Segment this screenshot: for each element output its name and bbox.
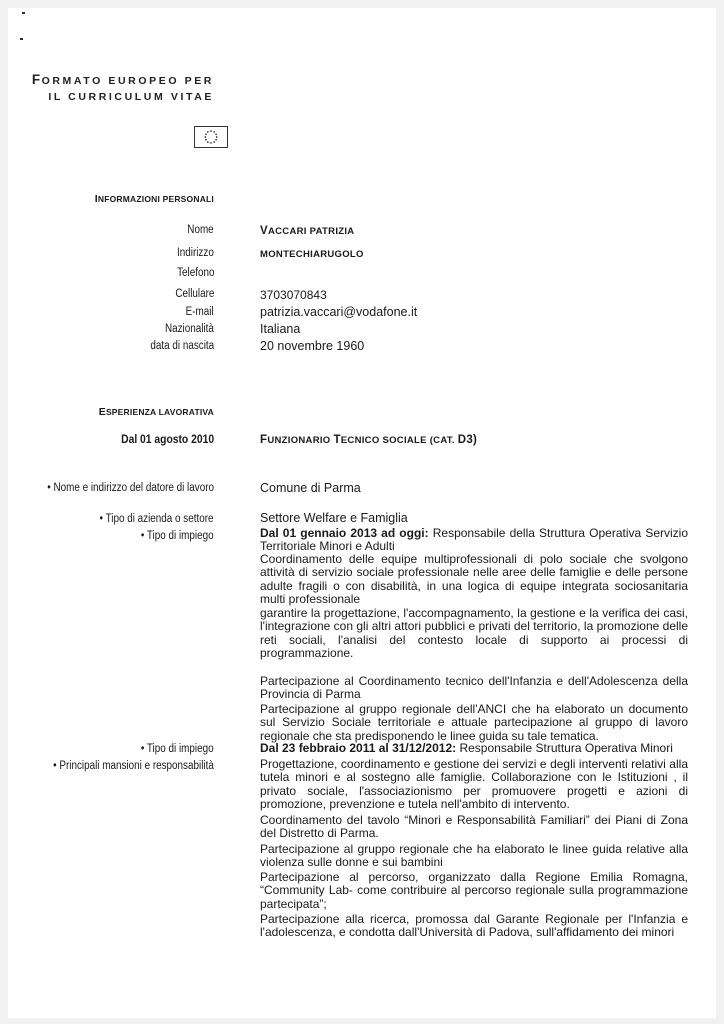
cv-header-line-1: FORMATO EUROPEO PER	[31, 72, 214, 87]
field-value-name: VACCARI PATRIZIA	[260, 225, 355, 237]
personal-section-title: INFORMAZIONI PERSONALI	[94, 193, 214, 205]
personal-section-title-text: NFORMAZIONI PERSONALI	[97, 194, 214, 204]
job2-paragraph: Partecipazione al percorso, organizzato dalla Regione Emilia Romagna, “Community Lab- come contribuire al percorso regionale sulla programmazione partecipata”;	[260, 870, 688, 911]
label-duties: • Principali mansioni e responsabilità	[53, 760, 214, 772]
experience-date-label: Dal 01 agosto 2010	[121, 432, 214, 446]
job2-title: Responsabile Struttura Operativa Minori	[456, 741, 673, 755]
document-page	[8, 8, 716, 1018]
scan-mark	[20, 38, 23, 40]
label-job-type-2: • Tipo di impiego	[141, 743, 214, 755]
field-value-birthdate: 20 novembre 1960	[260, 339, 365, 353]
field-label-address: Indirizzo	[177, 247, 214, 259]
experience-role-text-b: ECNICO SOCIALE (CAT.	[340, 435, 458, 446]
job2-paragraph: Partecipazione al gruppo regionale che ha elaborato le linee guida relative alla violenza sulle donne e sui bambini	[260, 842, 688, 870]
label-sector: • Tipo di azienda o settore	[100, 513, 214, 525]
job1-paragraph: garantire la progettazione, l'accompagnamento, la gestione e la verifica dei casi, l'integrazione con gli altri attori pubblici e privati del territorio, la promozione delle reti sociali, l'analisi del contesto locale di supporto ai processi di programmazione.	[260, 606, 688, 661]
job1-paragraph: Partecipazione al Coordinamento tecnico dell'Infanzia e dell'Adolescenza della Provincia di Parma	[260, 674, 688, 702]
field-value-nationality: Italiana	[260, 322, 301, 336]
field-label-birthdate: data di nascita	[150, 340, 214, 352]
job1-paragraph: Coordinamento delle equipe multiprofessionali di polo sociale che svolgono attività di servizio sociale professionale nelle aree delle famiglie e delle persone adulte fragili o con disabilità, in una logica di equipe integrata sociosanitaria multi professionale	[260, 552, 688, 607]
field-value-mobile: 3703070843	[260, 288, 327, 302]
label-employer: • Nome e indirizzo del datore di lavoro	[47, 482, 214, 494]
field-label-phone: Telefono	[176, 267, 214, 279]
job1-heading	[260, 527, 688, 554]
job1-title: Responsabile della Struttura Operativa Servizio Territoriale Minori e Adulti	[260, 526, 688, 554]
label-job-type-1: • Tipo di impiego	[141, 530, 214, 542]
job2-paragraph: Progettazione, coordinamento e gestione dei servizi e degli interventi relativi alla tutela minori e al sostegno alle famiglie. Collaborazione con le Istituzioni , il privato sociale, l'associazionismo per promuovere progetti e azioni di promozione, prevenzione e tutela nell'ambito di intervento.	[260, 757, 688, 812]
scan-mark	[22, 12, 25, 14]
field-label-email: E-mail	[185, 306, 214, 318]
field-value-name-text: ACCARI PATRIZIA	[267, 226, 355, 237]
value-sector: Settore Welfare e Famiglia	[260, 511, 408, 525]
field-label-name: Nome	[187, 224, 214, 236]
eu-flag-icon	[194, 126, 228, 148]
job1-period: Dal 01 gennaio 2013 ad oggi:	[260, 526, 429, 540]
value-employer: Comune di Parma	[260, 481, 361, 495]
job1-paragraph: Partecipazione al gruppo regionale dell'ANCI che ha elaborato un documento sul Servizio Sociale territoriale e attuale partecipazione al gruppo di lavoro regionale che sta predisponendo le linee guida su tale tematica.	[260, 702, 688, 743]
field-value-address: MONTECHIARUGOLO	[260, 249, 364, 260]
job2-heading	[260, 742, 688, 755]
job2-paragraph: Coordinamento del tavolo “Minori e Responsabilità Familiari” dei Piani di Zona del Distretto di Parma.	[260, 813, 688, 841]
experience-role: FUNZIONARIO TECNICO SOCIALE (CAT. D3)	[260, 434, 478, 446]
job2-paragraph: Partecipazione alla ricerca, promossa dal Garante Regionale per l'Infanzia e l'adolescenza, e condotta dall'Università di Padova, sull'affidamento dei minori	[260, 912, 688, 940]
job2-period: Dal 23 febbraio 2011 al 31/12/2012:	[260, 741, 457, 755]
field-value-email[interactable]: patrizia.vaccari@vodafone.it	[260, 305, 418, 319]
cv-header-line-2	[48, 91, 214, 103]
cv-header-text-2: IL CURRICULUM VITAE	[48, 91, 214, 103]
experience-role-text-a: UNZIONARIO	[267, 435, 334, 446]
field-label-nationality: Nazionalità	[165, 323, 214, 335]
field-label-mobile: Cellulare	[174, 288, 214, 300]
experience-section-title-text: SPERIENZA LAVORATIVA	[105, 407, 214, 417]
cv-header-text-1: ORMATO EUROPEO PER	[41, 75, 214, 87]
experience-section-title: ESPERIENZA LAVORATIVA	[98, 406, 214, 418]
